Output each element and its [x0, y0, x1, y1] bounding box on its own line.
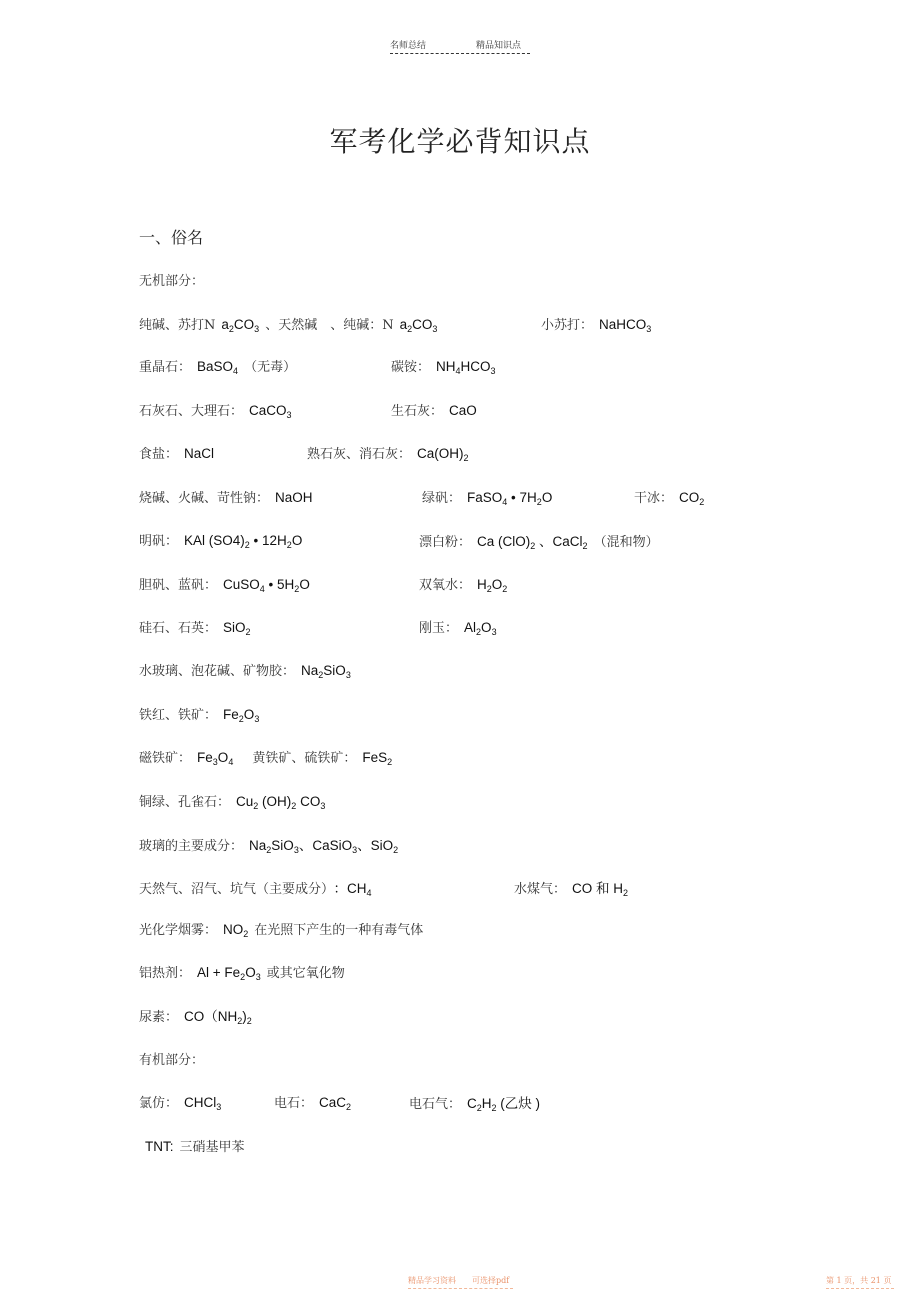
formula: $H_2O_2$ [477, 577, 508, 594]
common-name: 水玻璃、泡花碱、矿物胶： [139, 664, 296, 679]
common-name: 熟石灰、消石灰： [307, 447, 412, 462]
common-name: 黄铁矿、硫铁矿： [239, 751, 357, 766]
name-entry [139, 574, 316, 594]
name-entry [139, 791, 331, 811]
name-entry [139, 487, 319, 506]
common-name: （无毒） [244, 360, 297, 375]
formula: FaSO$_4$ • $7H_2O$ [467, 490, 553, 507]
common-name: 磁铁矿： [139, 751, 192, 766]
name-entry [139, 834, 404, 855]
formula: CaC$_2$ [319, 1095, 352, 1112]
header-right: 精品知识点 [476, 41, 522, 51]
name-entry [139, 704, 265, 724]
formula: $Cu_2$ $(OH)_2$ $CO_3$ [236, 794, 326, 811]
name-entry [139, 617, 257, 637]
common-name: 三硝基甲苯 [179, 1140, 245, 1155]
name-entry [419, 574, 513, 594]
formula: Ca $(ClO)_2$ 、CaCl$_2$ [477, 534, 588, 551]
formula: $CO(NH_2)_2$ [184, 1009, 252, 1026]
section-heading: 一、俗名 [139, 228, 204, 247]
name-entry [634, 487, 710, 507]
footer-divider [826, 1288, 894, 1289]
name-entry [139, 400, 298, 420]
name-entry [419, 617, 503, 637]
common-name: 铝热剂： [139, 966, 192, 981]
formula: $Ca(OH)_2$ [417, 446, 469, 463]
name-entry [139, 443, 220, 462]
name-entry [139, 1092, 227, 1112]
name-entry [409, 1092, 546, 1113]
formula: $NH_4HCO_3$ [436, 359, 496, 376]
formula: TNT: [145, 1139, 174, 1154]
formula: $Fe_2O_3$ [223, 707, 260, 724]
common-name: 重晶石： [139, 360, 192, 375]
formula: $Na_2SiO_3$、CaSiO$_3$、SiO$_2$ [249, 838, 399, 855]
formula: BaSO$_4$ [197, 359, 239, 376]
footer-divider [408, 1288, 513, 1289]
common-name: 胆矾、蓝矾： [139, 578, 218, 593]
name-entry [419, 530, 659, 551]
common-name: 石灰石、大理石： [139, 404, 244, 419]
name-entry [274, 1092, 357, 1112]
name-entry [139, 1136, 245, 1155]
name-entry [139, 314, 443, 334]
common-name: 食盐： [139, 447, 179, 462]
name-entry [422, 487, 558, 507]
formula: $Fe_3O_4$ [197, 750, 234, 767]
formula: FeS$_2$ [362, 750, 393, 767]
common-name: （混和物） [593, 535, 659, 550]
name-entry [139, 919, 423, 939]
formula: $Al + Fe_2O_3$ [197, 965, 261, 982]
common-name: 漂白粉： [419, 535, 472, 550]
formula: $CO_2$ [679, 490, 705, 507]
name-entry [139, 660, 357, 680]
formula: CaCO$_3$ [249, 403, 292, 420]
formula: CaO [449, 403, 477, 418]
page-title: 军考化学必背知识点 [329, 125, 591, 158]
formula: NaCl [184, 446, 215, 461]
formula: $Al_2O_3$ [464, 620, 497, 637]
formula: SiO$_2$ [223, 620, 251, 637]
common-name: 烧碱、火碱、苛性钠： [139, 491, 270, 506]
name-entry [139, 356, 296, 376]
inorganic-label: 无机部分： [139, 274, 205, 289]
common-name: 铁红、铁矿： [139, 708, 218, 723]
formula: $C_2H_2$ (乙炔 ) [467, 1096, 541, 1113]
name-entry [139, 747, 398, 767]
name-entry [139, 1005, 258, 1026]
name-entry [391, 400, 483, 419]
formula: ：$CH_4$ [333, 881, 372, 898]
header-divider [390, 53, 530, 54]
formula: KAl $(SO4)_2$ • $12H_2O$ [184, 533, 303, 550]
name-entry [514, 877, 634, 898]
common-name: 硅石、石英： [139, 621, 218, 636]
common-name: 水煤气： [514, 882, 567, 897]
footer-left: 精品学习资料 可选择pdf [408, 1276, 510, 1285]
formula: $Na_2SiO_3$ [301, 663, 351, 680]
common-name: 氯仿： [139, 1096, 179, 1111]
page-number: 第 1 页，共 21 页 [826, 1276, 892, 1285]
formula: NaHCO$_3$ [599, 317, 652, 334]
common-name: 生石灰： [391, 404, 444, 419]
name-entry [307, 443, 475, 463]
formula: $NO_2$ [223, 922, 249, 939]
common-name: 、天然碱 、纯碱：N [265, 318, 394, 333]
common-name: 纯碱、苏打N [139, 318, 216, 333]
common-name: 小苏打： [541, 318, 594, 333]
formula: CHCl$_3$ [184, 1095, 222, 1112]
formula: CuSO$_4$ • $5H_2O$ [223, 577, 310, 594]
organic-label: 有机部分： [139, 1053, 205, 1068]
name-entry [541, 314, 657, 334]
name-entry [139, 962, 345, 982]
common-name: 碳铵： [391, 360, 431, 375]
common-name: 玻璃的主要成分： [139, 839, 244, 854]
common-name: 明矾： [139, 534, 179, 549]
common-name: 尿素： [139, 1010, 179, 1025]
common-name: 绿矾： [422, 491, 462, 506]
common-name: 电石气： [409, 1097, 462, 1112]
common-name: 双氧水： [419, 578, 472, 593]
formula: NaOH [275, 490, 313, 505]
formula: $a_2CO_3$ [399, 317, 438, 334]
common-name: 铜绿、孔雀石： [139, 795, 231, 810]
header-left: 名师总结 [390, 41, 427, 51]
common-name: 刚玉： [419, 621, 459, 636]
common-name: 天然气、沼气、坑气（主要成分） [139, 882, 328, 897]
common-name: 在光照下产生的一种有毒气体 [254, 923, 424, 938]
common-name: 电石： [274, 1096, 314, 1111]
name-entry [139, 877, 378, 898]
common-name: 或其它氧化物 [266, 966, 345, 981]
formula: $a_2CO_3$ [221, 317, 260, 334]
common-name: 光化学烟雾： [139, 923, 218, 938]
formula: CO 和 $H_2$ [572, 881, 629, 898]
common-name: 干冰： [634, 491, 674, 506]
name-entry [391, 356, 502, 376]
name-entry [139, 530, 308, 550]
